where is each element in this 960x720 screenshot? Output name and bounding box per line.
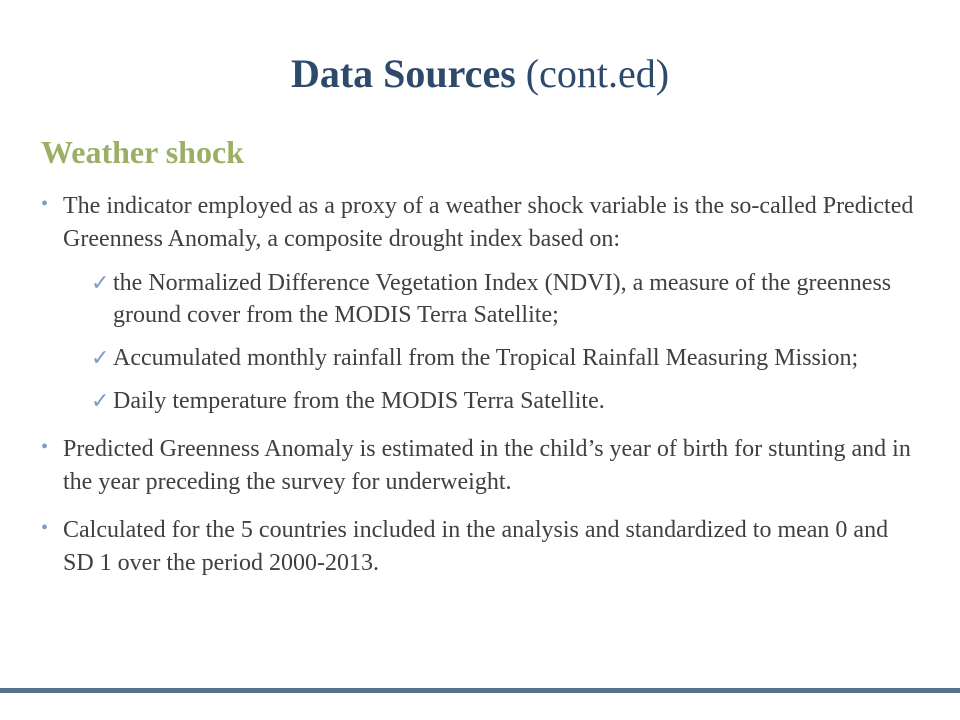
bullet-dot-icon: • [41, 517, 49, 539]
section-heading: Weather shock [41, 134, 244, 170]
bullet-item-2 [41, 433, 921, 499]
check-item-1 [91, 267, 921, 331]
bullet-dot-icon: • [41, 436, 49, 458]
slide-title [0, 48, 960, 100]
bullet-list [41, 190, 921, 580]
bullet-text-3: Calculated for the 5 countries included in the analysis and standardized to mean 0 and SD 1 over the period 2000-2013. [63, 517, 889, 576]
check-text-3: Daily temperature from the MODIS Terra Satellite. [113, 388, 605, 414]
bullet-item-1 [41, 190, 921, 256]
bullet-text-1: The indicator employed as a proxy of a weather shock variable is the so-called Predicted Greenness Anomaly, a composite drought index based on: [63, 193, 914, 252]
check-text-2: Accumulated monthly rainfall from the Tropical Rainfall Measuring Mission; [113, 345, 859, 371]
bullet-text-2: Predicted Greenness Anomaly is estimated in the child’s year of birth for stunting and in the year preceding the survey for underweight. [63, 436, 911, 495]
check-item-2 [91, 342, 921, 374]
bullet-dot-icon: • [41, 193, 49, 215]
check-text-1: the Normalized Difference Vegetation Index (NDVI), a measure of the greenness ground cover from the MODIS Terra Satellite; [113, 270, 892, 328]
checkmark-icon: ✓ [91, 388, 110, 413]
slide-title-suffix: (cont.ed) [515, 51, 670, 96]
bullet-item-3 [41, 514, 921, 580]
checklist [41, 267, 921, 417]
footer-divider [0, 688, 960, 693]
checkmark-icon: ✓ [91, 345, 110, 370]
check-item-3 [91, 385, 921, 417]
slide-title-main: Data Sources [290, 51, 516, 96]
checkmark-icon: ✓ [91, 270, 110, 295]
